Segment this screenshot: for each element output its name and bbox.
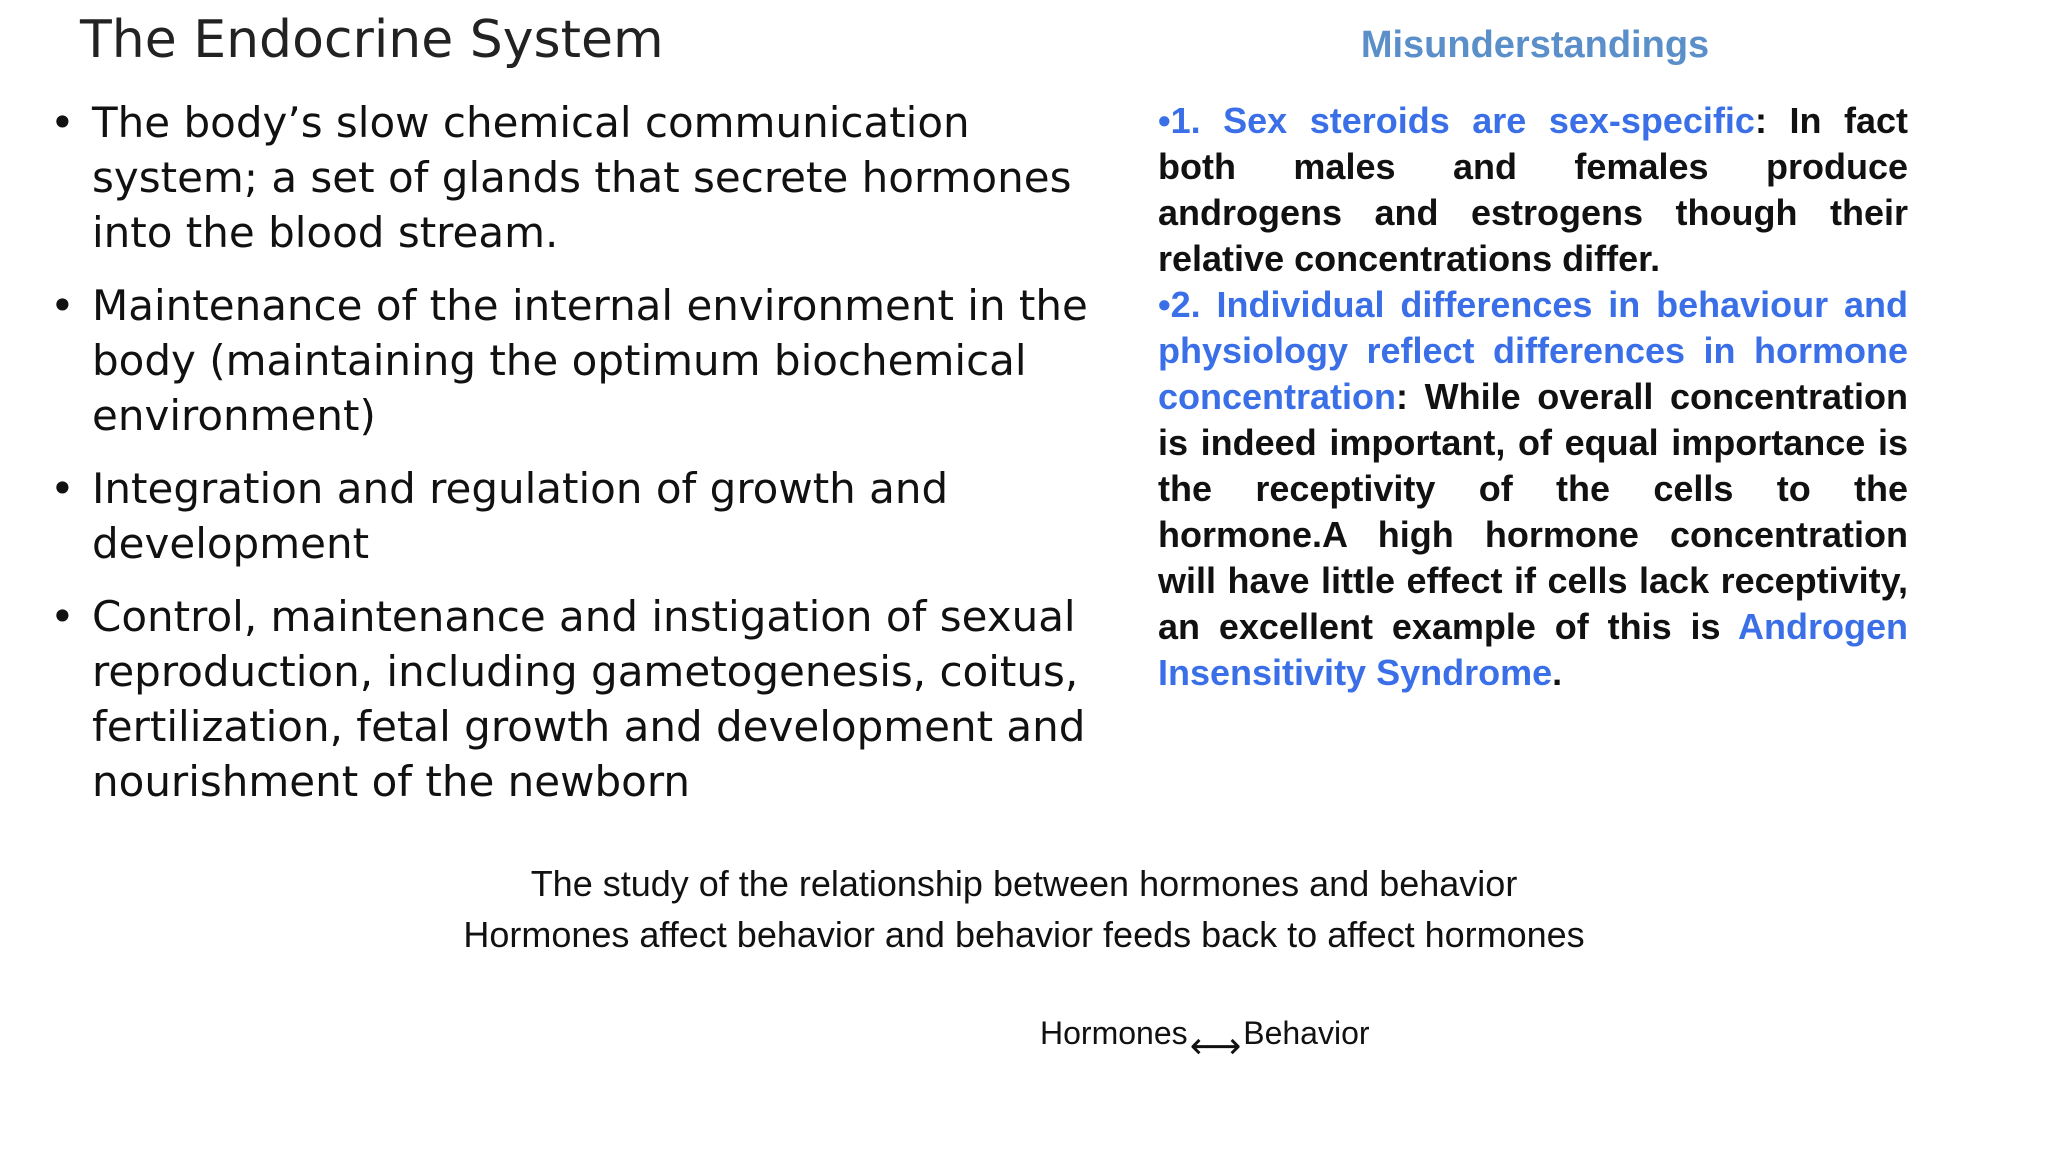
slide-title: The Endocrine System xyxy=(80,10,664,70)
misunderstanding-item-1 xyxy=(1158,98,1908,282)
misunderstanding-2-end: . xyxy=(1552,652,1563,693)
bullet-item: • Integration and regulation of growth and development xyxy=(50,461,1100,571)
misunderstandings-body xyxy=(1158,98,1908,696)
footer-statements xyxy=(0,858,2048,960)
bullet-item: • The body’s slow chemical communication system; a set of glands that secrete hormones into the blood stream. xyxy=(50,95,1100,260)
hormones-behavior-relation xyxy=(1040,1012,1370,1067)
bullet-list xyxy=(50,95,1100,827)
misunderstanding-item-2 xyxy=(1158,282,1908,696)
bullet-item: • Maintenance of the internal environment in the body (maintaining the optimum biochemical environment) xyxy=(50,278,1100,443)
misunderstanding-2-highlight: •2. Individual differences in behaviour and physiology reflect differences in hormone concentration xyxy=(1158,284,1908,417)
misunderstanding-2-text: : While overall concentration is indeed important, of equal importance is the receptivity of the cells to the hormone.A high hormone concentration will have little effect if cells lack receptivity, an excellent example of this is xyxy=(1158,376,1908,647)
misunderstanding-1-highlight: •1. Sex steroids are sex-specific xyxy=(1158,100,1755,141)
footer-line-1: The study of the relationship between hormones and behavior xyxy=(530,863,1518,904)
double-arrow-icon: ⟷ xyxy=(1189,1026,1242,1067)
misunderstandings-heading: Misunderstandings xyxy=(1360,24,1710,66)
footer-line-2: Hormones affect behavior and behavior feeds back to affect hormones xyxy=(463,914,1585,955)
bullet-item: • Control, maintenance and instigation of sexual reproduction, including gametogenesis, coitus, fertilization, fetal growth and development and nourishment of the newborn xyxy=(50,589,1100,809)
androgen-insensitivity-link: Androgen Insensitivity Syndrome xyxy=(1158,606,1908,693)
hormones-term: Hormones xyxy=(1040,1015,1188,1051)
behavior-term: Behavior xyxy=(1243,1015,1370,1051)
misunderstanding-1-text: : In fact both males and females produce androgens and estrogens though their relative concentrations differ. xyxy=(1158,100,1908,279)
